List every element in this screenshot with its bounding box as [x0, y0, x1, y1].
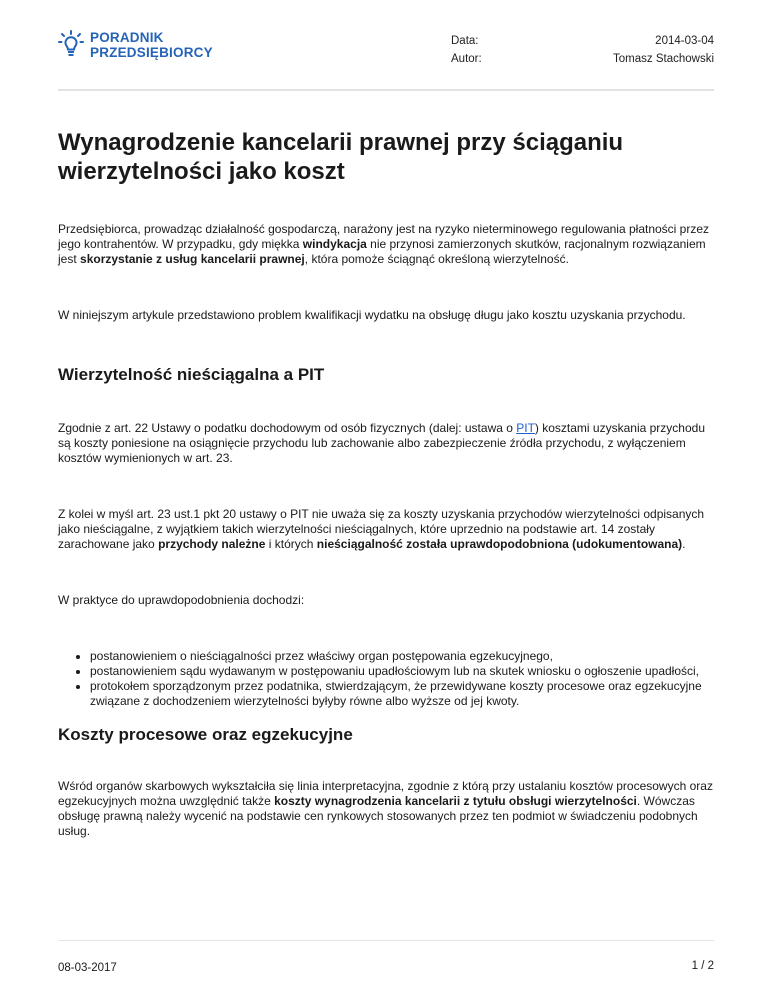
section-2-heading: Koszty procesowe oraz egzekucyjne: [58, 725, 353, 744]
lightbulb-icon: [58, 30, 84, 64]
date-value: 2014-03-04: [655, 35, 714, 47]
s2p1-text-c: . Wówczas obsługę prawną należy wycenić na podstawie cen rynkowych stosowanych przez ten podmiot w świadczeniu podobnych usług.: [58, 794, 698, 838]
s2p1-bold-koszty: koszty wynagrodzenia kancelarii z tytułu obsługi wierzytelności: [274, 794, 637, 808]
article: [58, 128, 714, 839]
s1p2-text-e: .: [682, 537, 686, 551]
intro-bold-kancelaria: skorzystanie z usług kancelarii prawnej: [80, 252, 305, 266]
intro-paragraph-2: W niniejszym artykule przedstawiono problem kwalifikacji wydatku na obsługę długu jako kosztu uzyskania przychodu.: [58, 308, 686, 322]
page-number: 1 / 2: [691, 960, 714, 972]
list-item: • postanowieniem sądu wydawanym w postępowaniu upadłościowym lub na skutek wniosku o ogłoszenie upadłości,: [90, 664, 714, 679]
section-1-heading: Wierzytelność nieściągalna a PIT: [58, 365, 325, 384]
author-label: Autor:: [451, 53, 482, 65]
section-1-paragraph-2: [58, 507, 714, 552]
intro-bold-windykacja: windykacja: [302, 237, 367, 251]
section-1-paragraph-1: [58, 421, 714, 466]
article-title: Wynagrodzenie kancelarii prawnej przy ściąganiu wierzytelności jako koszt: [58, 129, 624, 185]
section-1-paragraph-3: W praktyce do uprawdopodobnienia dochodzi:: [58, 593, 305, 607]
intro-text-c: nie przynosi zamierzonych skutków, racjonalnym rozwiązaniem jest: [58, 237, 706, 266]
section-2-paragraph-1: [58, 779, 714, 839]
logo[interactable]: [58, 30, 213, 64]
footer-date: 08-03-2017: [58, 962, 117, 974]
header-divider: [58, 89, 714, 91]
pit-link[interactable]: PIT: [516, 421, 535, 435]
meta-values: [613, 32, 714, 68]
s1p2-bold-przychody: przychody należne: [158, 537, 266, 551]
logo-text: [90, 30, 213, 60]
date-label: Data:: [451, 35, 479, 47]
s1p1-text-b: ) kosztami uzyskania przychodu są koszty poniesione na osiągnięcie przychodu lub zachowanie albo zabezpieczenie źródła przychodu, z wyłączeniem kosztów wymienionych w art. 23.: [58, 421, 705, 465]
list-item: • protokołem sporządzonym przez podatnika, stwierdzającym, że przewidywane koszty procesowe oraz egzekucyjne związane z dochodzeniem wierzytelności byłyby równe albo wyższe od jej kwoty.: [90, 679, 714, 709]
intro-paragraph-1: [58, 222, 714, 267]
logo-line-2: PRZEDSIĘBIORCY: [90, 45, 213, 60]
bullet-list: [58, 649, 714, 709]
footer-divider: [58, 940, 714, 941]
s1p1-text-a: Zgodnie z art. 22 Ustawy o podatku dochodowym od osób fizycznych (dalej: ustawa o: [58, 421, 517, 435]
s1p2-text-c: i których: [265, 537, 317, 551]
s1p2-bold-nieściągalność: nieściągalność została uprawdopodobniona (udokumentowana): [316, 537, 683, 551]
intro-text-a: Przedsiębiorca, prowadząc działalność gospodarczą, narażony jest na ryzyko nieterminowego regulowania płatności przez jego kontrahentów. W przypadku, gdy miękka: [58, 222, 710, 251]
meta-labels: [451, 32, 482, 68]
intro-text-e: , która pomoże ściągnąć określoną wierzytelność.: [304, 252, 569, 266]
author-value: Tomasz Stachowski: [613, 53, 714, 65]
list-item: • postanowieniem o nieściągalności przez właściwy organ postępowania egzekucyjnego,: [90, 649, 714, 664]
s1p2-text-a: Z kolei w myśl art. 23 ust.1 pkt 20 ustawy o PIT nie uważa się za koszty uzyskania przychodów wierzytelności odpisanych jako nieściągalne, z wyjątkiem takich wierzytelności nieściągalnych, które uprzednio na podstawie art. 14 zostały zarachowane jako: [58, 507, 705, 551]
logo-line-1: PORADNIK: [90, 30, 164, 45]
s2p1-text-a: Wśród organów skarbowych wykształciła się linia interpretacyjna, zgodnie z którą przy ustalaniu kosztów procesowych oraz egzekucyjnych można uwzględnić także: [58, 779, 713, 808]
